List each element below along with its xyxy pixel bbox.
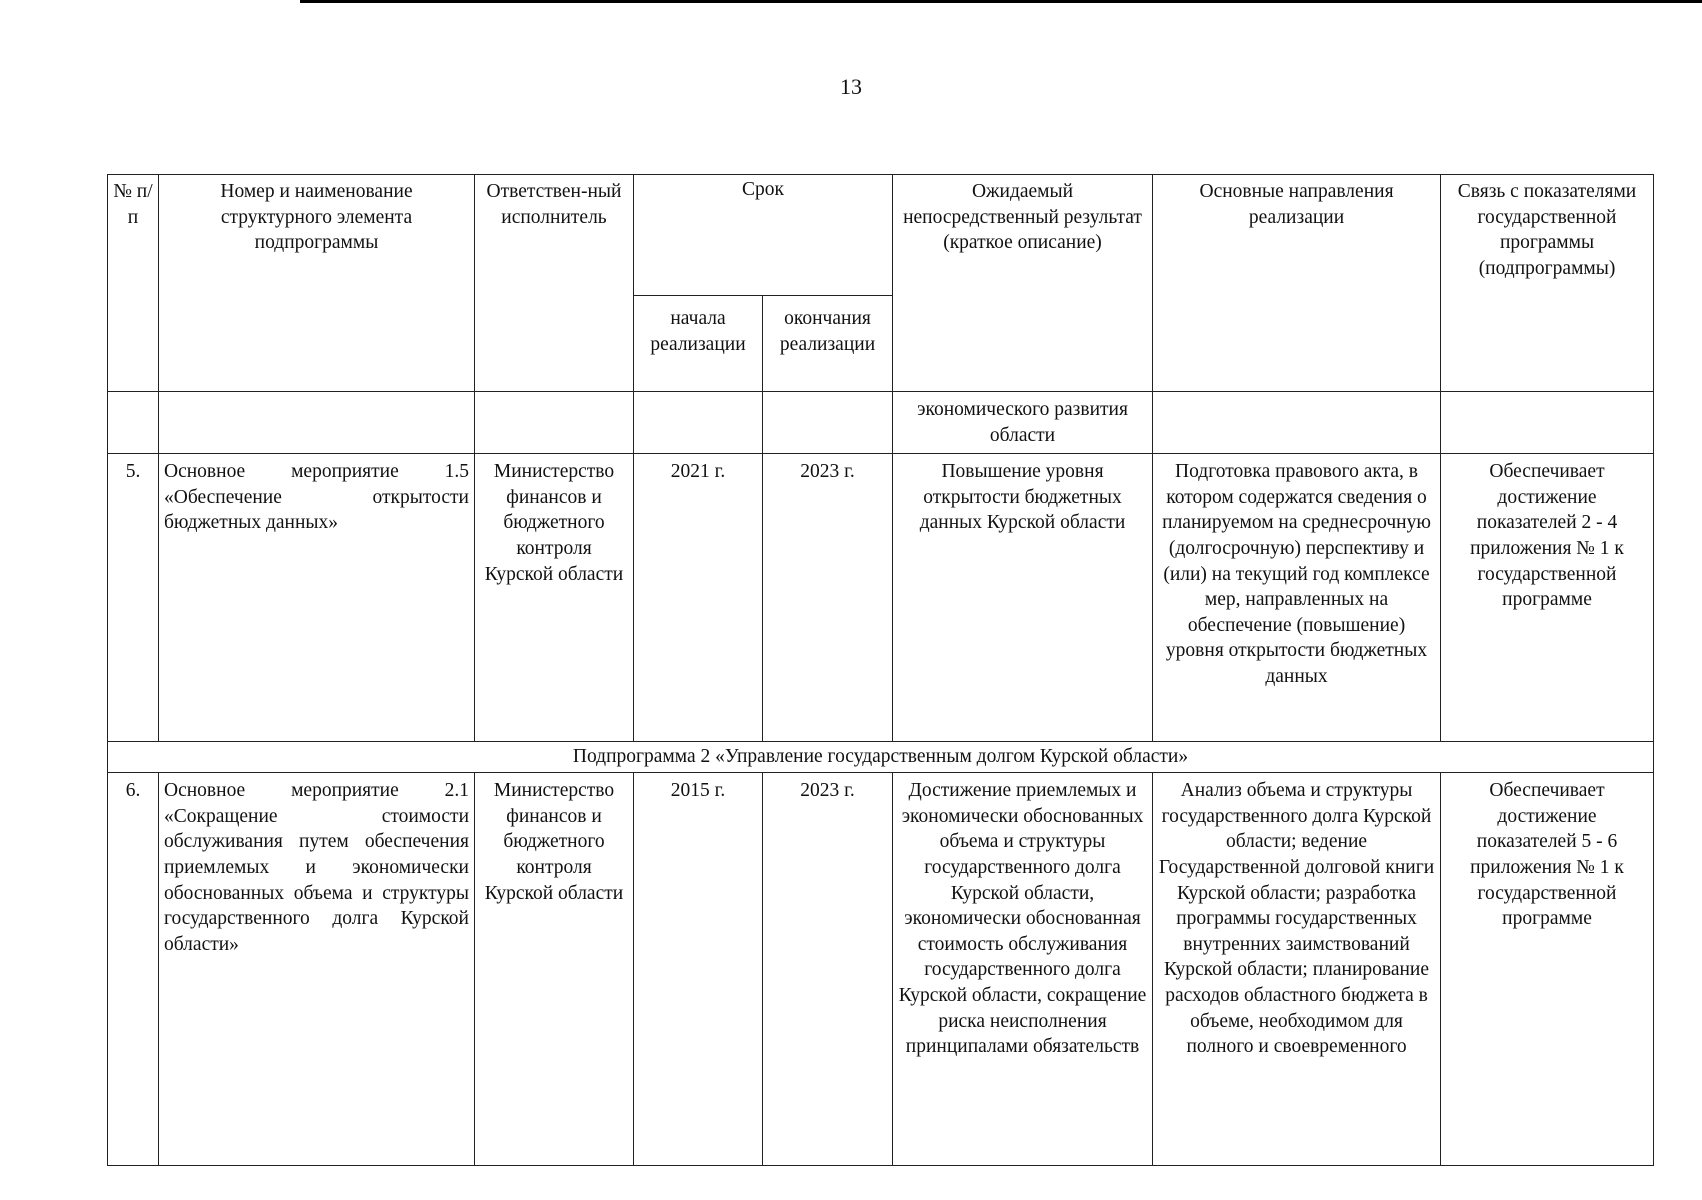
- cell-executor: Министерство финансов и бюджетного контроля Курской области: [475, 454, 634, 742]
- cell-directions: Анализ объема и структуры государственного долга Курской области; ведение Государственной долговой книги Курской области; разработка программы государственных внутренних заимствований Курской области; планирование расходов областного бюджета в объеме, необходимом для полного и своевременного: [1153, 773, 1441, 1166]
- cell-empty: [475, 392, 634, 454]
- cell-num: 6.: [108, 773, 159, 1166]
- table-row: [108, 773, 1654, 1166]
- cell-empty: [763, 392, 893, 454]
- header-num: № п/п: [108, 175, 159, 392]
- table-header-row: [108, 175, 1654, 296]
- page-number: 13: [840, 74, 862, 99]
- header-result: Ожидаемый непосредственный результат (краткое описание): [893, 175, 1153, 392]
- table-row-continuation: [108, 392, 1654, 454]
- cell-empty: [1153, 392, 1441, 454]
- cell-empty: [1441, 392, 1654, 454]
- cell-result-continuation: экономического развития области: [893, 392, 1153, 454]
- cell-empty: [108, 392, 159, 454]
- cell-result: Достижение приемлемых и экономически обоснованных объема и структуры государственного долга Курской области, экономически обоснованная стоимость обслуживания государственного долга Курской области, сокращение риска неисполнения принципалами обязательств: [893, 773, 1153, 1166]
- header-element: Номер и наименование структурного элемента подпрограммы: [159, 175, 475, 392]
- header-directions: Основные направления реализации: [1153, 175, 1441, 392]
- cell-start: 2021 г.: [634, 454, 763, 742]
- header-end: окончания реализации: [763, 296, 893, 392]
- cell-end: 2023 г.: [763, 773, 893, 1166]
- cell-empty: [159, 392, 475, 454]
- table-row-subprogram: [108, 742, 1654, 773]
- cell-empty: [634, 392, 763, 454]
- table-row: [108, 454, 1654, 742]
- cell-num: 5.: [108, 454, 159, 742]
- subprogram-title: Подпрограмма 2 «Управление государственным долгом Курской области»: [108, 742, 1654, 773]
- cell-link: Обеспечивает достижение показателей 2 - 4 приложения № 1 к государственной программе: [1441, 454, 1654, 742]
- cell-element: Основное мероприятие 1.5 «Обеспечение открытости бюджетных данных»: [159, 454, 475, 742]
- header-start: начала реализации: [634, 296, 763, 392]
- header-executor: Ответствен-ный исполнитель: [475, 175, 634, 392]
- cell-result: Повышение уровня открытости бюджетных данных Курской области: [893, 454, 1153, 742]
- measures-table: [107, 174, 1654, 1166]
- cell-directions: Подготовка правового акта, в котором содержатся сведения о планируемом на среднесрочную (долгосрочную) перспективу и (или) на текущий год комплексе мер, направленных на обеспечение (повышение) уровня открытости бюджетных данных: [1153, 454, 1441, 742]
- header-link: Связь с показателями государственной программы (подпрограммы): [1441, 175, 1654, 392]
- cell-element: Основное мероприятие 2.1 «Сокращение стоимости обслуживания путем обеспечения приемлемых и экономически обоснованных объема и структуры государственного долга Курской области»: [159, 773, 475, 1166]
- header-term: Срок: [634, 175, 893, 296]
- cell-end: 2023 г.: [763, 454, 893, 742]
- page-top-border: [300, 0, 1702, 3]
- cell-link: Обеспечивает достижение показателей 5 - 6 приложения № 1 к государственной программе: [1441, 773, 1654, 1166]
- cell-start: 2015 г.: [634, 773, 763, 1166]
- cell-executor: Министерство финансов и бюджетного контроля Курской области: [475, 773, 634, 1166]
